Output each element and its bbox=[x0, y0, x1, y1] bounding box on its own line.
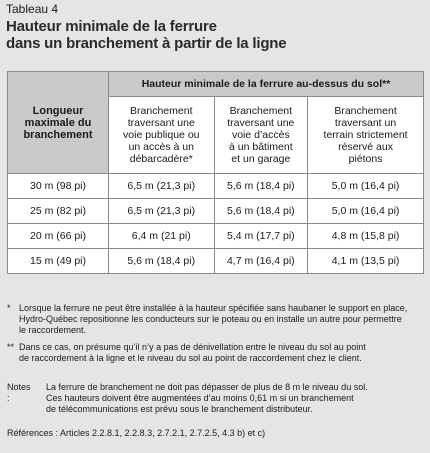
col-header-public-road: Branchement traversant une voie publique ou un accès à un débarcadère* bbox=[109, 97, 215, 174]
table-caption: Tableau 4 bbox=[6, 2, 59, 16]
title-line-1: Hauteur minimale de la ferrure bbox=[6, 18, 217, 35]
height-table bbox=[7, 71, 424, 274]
table-row: 25 m (82 pi) 6,5 m (21,3 pi) 5,6 m (18,4 pi) 5,0 m (16,4 pi) bbox=[8, 199, 424, 224]
height-group-header: Hauteur minimale de la ferrure au-dessus du sol** bbox=[109, 72, 424, 97]
title-line-2: dans un branchement à partir de la ligne bbox=[6, 35, 287, 52]
references: Références : Articles 2.2.8.1, 2.2.8.3, 2.7.2.1, 2.7.2.5, 4.3 b) et c) bbox=[7, 428, 266, 438]
table-row: 15 m (49 pi) 5,6 m (18,4 pi) 4,7 m (16,4 pi) 4,1 m (13,5 pi) bbox=[8, 249, 424, 274]
page-title bbox=[6, 18, 286, 52]
col-header-pedestrian: Branchement traversant un terrain strictement réservé aux piétons bbox=[308, 97, 424, 174]
col-header-driveway: Branchement traversant une voie d’accès à un bâtiment et un garage bbox=[214, 97, 308, 174]
length-header: Longueur maximale du branchement bbox=[8, 72, 109, 174]
table-row: 30 m (98 pi) 6,5 m (21,3 pi) 5,6 m (18,4 pi) 5,0 m (16,4 pi) bbox=[8, 174, 424, 199]
table-row: 20 m (66 pi) 6,4 m (21 pi) 5,4 m (17,7 pi) 4,8 m (15,8 pi) bbox=[8, 224, 424, 249]
